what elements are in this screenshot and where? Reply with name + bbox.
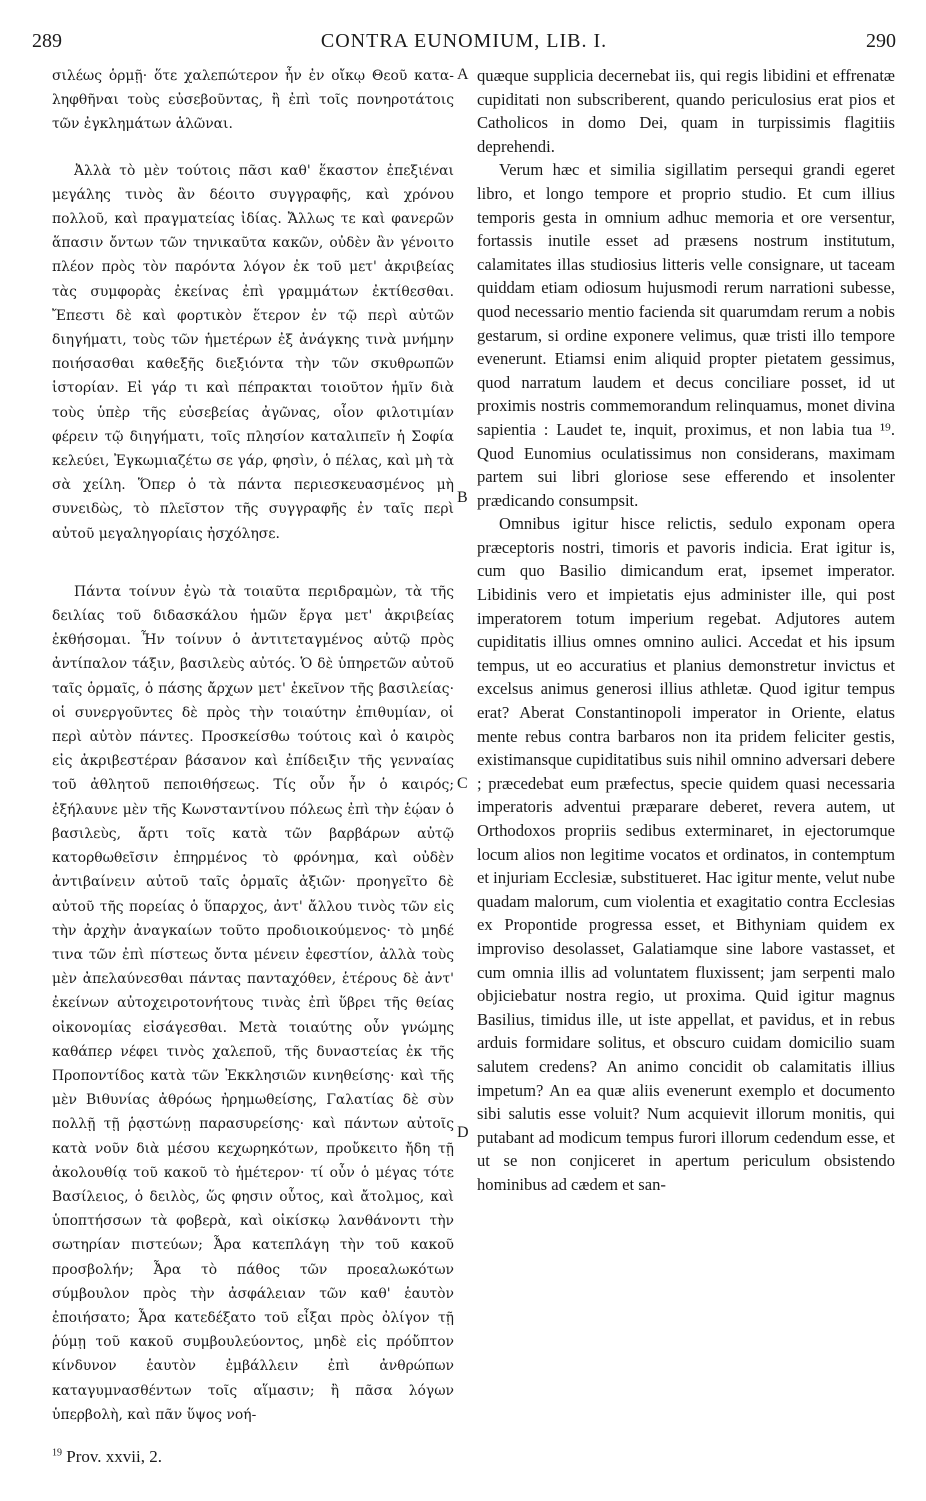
page-number-left: 289 bbox=[32, 30, 62, 52]
latin-paragraph-3: Omnibus igitur hisce relictis, sedulo exponam opera præceptoris nostri, timoris et pavoris indicia. Erat igitur is, cum quo Basilio dimicandum erat, ipsemet imperator. Libidinis vero et impietatis ejus administer ille, qui post imperatorem totum imperium regebat. Adjutores autem cupiditatis illius omnes omnino aulici. Accedat et his ipsum tempus, ut eo accuratius et planius demonstretur invictus et excelsus animus generosi illius athletæ. Quod igitur tempus erat? Aberat Constantinopoli imperator in Oriente, elatus mente rebus contra barbaros non ita pridem feliciter gestis, existimansque cupiditatibus suis nihil omnino adversari debere ; præcedebat eum præfectus, specie quidem quasi necessaria imperatoris adventui præparare deberet, revera autem, ut Orthodoxos propriis sedibus exterminaret, in ejectorumque locum alios non legitime vocatos et ordinatos, in contemptum et injuriam Ecclesiæ, substitueret. Hac igitur mente, velut nube quadam malorum, cum violentia et exagitatio contra Ecclesias ex Propontide progressa esset, et Bithyniam quidem ex improviso desolasset, Galatiamque sine labore vastasset, et cum omnia illis ad voluntatem fluxissent; jam serpenti malo objiciebatur nostra regio, ut proxima. Quid igitur magnus Basilius, timidus ille, ut iste appellat, et pavidus, et in rebus arduis formidare solitus, et obscuro cuidam domicilio suam salutem credens? An animo concidit ob calamitatis illius impetum? An ea quæ aliis evenerunt exemplo et documento sibi salutis esse voluit? Num acquievit illorum monitis, qui putabant ad modicum tempus furori illorum cedendum esse, et ut se non conjiceret in apertum periculum obsistendo hominibus ad cædem et san- bbox=[477, 514, 895, 1194]
page-number-right: 290 bbox=[866, 30, 896, 52]
greek-paragraph-3: Πάντα τοίνυν ἐγὼ τὰ τοιαῦτα περιδραμὼν, τὰ τῆς δειλίας τοῦ διδασκάλου ἡμῶν ἔργα μετ' ἀκριβείας ἐκθήσομαι. Ἦν τοίνυν ὁ ἀντιτεταγμένος αὐτῷ πρὸς ἀντίπαλον τάξιν, βασιλεὺς αὐτός. Ὁ δὲ ὑπηρετῶν αὐτοῦ ταῖς ὁρμαῖς, ὁ πάσης ἄρχων μετ' ἐκεῖνον τῆς βασιλείας· οἱ συνεργοῦντες δὲ πρὸς τὴν τοιαύτην ἐπιθυμίαν, οἱ περὶ αὐτὸν πάντες. Προσκείσθω τούτοις καὶ ὁ καιρὸς εἰς ἀκριβεστέραν βάσανον καὶ ἐπίδειξιν τῆς γενναίας τοῦ ἀθλητοῦ πεποιθήσεως. Τίς οὖν ἦν ὁ καιρός; ἐξήλαυνε μὲν τῆς Κωνσταντίνου πόλεως ἐπὶ τὴν ἑῴαν ὁ βασιλεὺς, ἄρτι τοῖς κατὰ τῶν βαρβάρων αὐτῷ κατορθωθεῖσιν ἐπηρμένος τὸ φρόνημα, καὶ οὐδὲν ἀντιβαίνειν αὐτοῦ ταῖς ὁρμαῖς ἀξιῶν· προηγεῖτο δὲ αὐτοῦ τῆς πορείας ὁ ὕπαρχος, ἀντ' ἄλλου τινὸς τῶν εἰς τὴν ἀρχὴν ἀναγκαίων τοῦτο προδιοικούμενος· τὸ μηδέ τινα τῶν ἐπὶ πίστεως ὄντα μένειν ἐφεστίον, ἀλλὰ τοὺς μὲν ἀπελαύνεσθαι πάντας πανταχόθεν, ἑτέρους δὲ ἀντ' ἐκείνων αὐτοχειροτονήτους τινὰς ἐπὶ ὕβρει τῆς θείας οἰκονομίας εἰσάγεσθαι. Μετὰ τοιαύτης οὖν γνώμης καθάπερ νέφει τινὸς χαλεποῦ, τῆς δυναστείας ἐκ τῆς Προποντίδος κατὰ τῶν Ἐκκλησιῶν κινηθείσης· καὶ τῆς μὲν Βιθυνίας ἀθρόως ἠρημωθείσης, Γαλατίας δὲ σὺν πολλῇ τῇ ῥᾳστώνῃ παρασυρείσης· καὶ πάντων αὐτοῖς κατὰ νοῦν διὰ μέσου κεχωρηκότων, προὔκειτο ἤδη τῇ ἀκολουθίᾳ τοῦ κακοῦ τὸ ἡμέτερον· τί οὖν ὁ μέγας τότε Βασίλειος, ὁ δειλὸς, ὥς φησιν οὗτος, καὶ ἄτολμος, καὶ ὑποπτήσσων τὰ φοβερὰ, καὶ οἰκίσκῳ λανθάνοντι τὴν σωτηρίαν πιστεύων; Ἆρα κατεπλάγη τὴν τοῦ κακοῦ προσβολήν; Ἆρα τὸ πάθος τῶν προεαλωκότων σύμβουλον πρὸς τὴν ἀσφάλειαν τῶν καθ' ἑαυτὸν ἐποιήσατο; Ἆρα κατεδέξατο τοῦ εἶξαι πρὸς ὀλίγον τῇ ῥύμῃ τοῦ κακοῦ συμβουλεύοντος, μηδὲ εἰς πρόὔπτον κίνδυνον ἑαυτὸν ἐμβάλλειν ἐπὶ ἀνθρώπων καταγυμνασθέντων τοῖς αἵμασιν; ἢ πᾶσα λόγων ὑπερβολὴ, καὶ πᾶν ὕψος νοή- bbox=[52, 583, 454, 1423]
greek-paragraph-2: Ἀλλὰ τὸ μὲν τούτοις πᾶσι καθ' ἕκαστον ἐπεξιέναι μεγάλης τινὸς ἂν δέοιτο συγγραφῆς, καὶ χρόνου πολλοῦ, καὶ πραγματείας ἰδίας. Ἄλλως τε καὶ φανερῶν ἅπασιν ὄντων τῶν τηνικαῦτα κακῶν, οὐδὲν ἂν γένοιτο πλέον πρὸς τὸν παρόντα λόγον ἐκ τοῦ μετ' ἀκριβείας τὰς συμφορὰς ἐκείνας ἐπὶ γραμμάτων ἐκτίθεσθαι. Ἔπεστι δὲ καὶ φορτικὸν ἕτερον ἐν τῷ περὶ αὐτῶν διηγήματι, τοὺς τῶν ἡμετέρων ἐξ ἀνάγκης τινὰ μνήμην ποιήσασθαι καθεξῆς διεξιόντα τὴν τῶν σκυθρωπῶν ἱστορίαν. Εἰ γάρ τι καὶ πέπρακται τοιοῦτον ἡμῖν διὰ τοὺς ὑπὲρ τῆς εὐσεβείας ἀγῶνας, οἷον φιλοτιμίαν φέρειν τῷ διηγήματι, τοῖς πλησίον καταλιπεῖν ἡ Σοφία κελεύει, Ἐγκωμιαζέτω σε γάρ, φησὶν, ὁ πέλας, καὶ μὴ τὰ σὰ χείλη. Ὅπερ ὁ τὰ πάντα περιεσκευασμένος μὴ συνειδὼς, τὸ πλεῖστον τῆς συγγραφῆς ἐν ταῖς περὶ αὐτοῦ μεγαληγορίαις ἠσχόλησε. bbox=[52, 162, 454, 542]
footnote bbox=[52, 1447, 162, 1467]
latin-paragraph-1: quæque supplicia decernebat iis, qui regis libidini et effrenatæ cupiditati non subscriberent, quando periculosius erat pios et Catholicos in domo Dei, quam in turpissimis flagitiis deprehendi. bbox=[477, 66, 895, 156]
running-title: CONTRA EUNOMIUM, LIB. I. bbox=[320, 30, 608, 52]
latin-column bbox=[477, 64, 895, 1197]
footnote-number: 19 bbox=[52, 1447, 62, 1459]
margin-marker-d: D bbox=[457, 1124, 469, 1141]
margin-marker-b: B bbox=[457, 489, 468, 506]
running-header bbox=[32, 30, 896, 60]
greek-paragraph-1: σιλέως ὁρμῇ· ὅτε χαλεπώτερον ἦν ἐν οἴκῳ Θεοῦ κατα- ληφθῆναι τοὺς εὐσεβοῦντας, ἢ ἐπὶ τοῖς πονηροτάτοις τῶν ἐγκλημάτων ἁλῶναι. bbox=[52, 68, 454, 133]
footnote-text: Prov. xxvii, 2. bbox=[66, 1447, 162, 1466]
greek-column bbox=[52, 64, 454, 1427]
margin-marker-a: A bbox=[457, 66, 469, 83]
margin-marker-c: C bbox=[457, 775, 468, 792]
latin-paragraph-2: Verum hæc et similia sigillatim persequi grandi egeret libro, et longo tempore et proprio studio. Et cum illius temporis gesta in omnium adhuc memoria et ore versentur, fortassis inutile esset ad præsens nostrum institutum, calamitates illas studiosius litteris velle consignare, ut taceam quiddam etiam odiosum hujusmodi rerum narrationi subesse, quod necessario mentio facienda sit quarumdam rerum a nobis gestarum, si ordine exponere velimus, quæ tristi illo tempore evenerunt. Etiamsi enim aliquid propter pietatem gessimus, quod narratum laudem et decus conciliare posset, id ut proximis nostris commemorandum relinquamus, monet divina sapientia : Laudet te, inquit, proximus, et non labia tua ¹⁹. Quod Eunomius oculatissimus non considerans, maximam partem sui libri gloriose sese efferendo et insolenter prædicando consumpsit. bbox=[477, 160, 895, 510]
